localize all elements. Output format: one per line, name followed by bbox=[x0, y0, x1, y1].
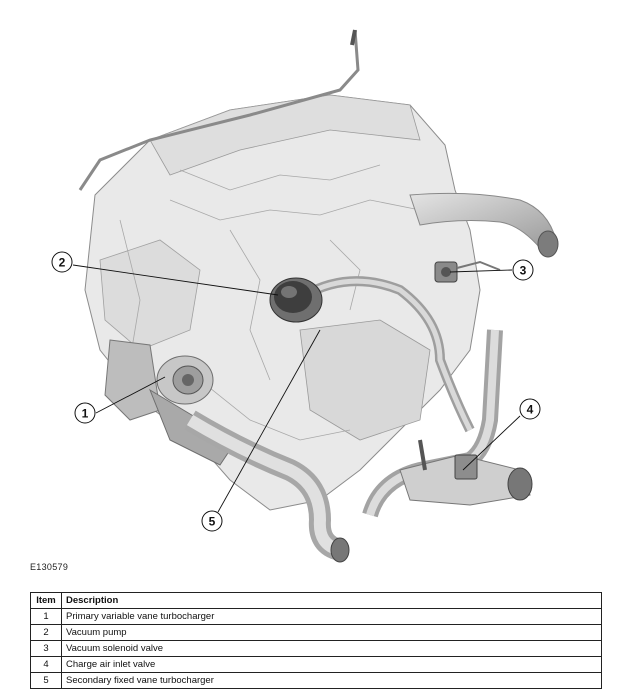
callout-1 bbox=[75, 403, 95, 423]
legend-item-number: 3 bbox=[31, 641, 62, 657]
legend-item-description: Charge air inlet valve bbox=[62, 657, 602, 673]
table-row bbox=[31, 609, 602, 625]
legend-header-item: Item bbox=[31, 593, 62, 609]
legend-item-description: Primary variable vane turbocharger bbox=[62, 609, 602, 625]
callout-4 bbox=[520, 399, 540, 419]
table-row bbox=[31, 625, 602, 641]
callout-2 bbox=[52, 252, 72, 272]
charge-air-inlet-valve bbox=[400, 440, 532, 505]
legend-item-number: 5 bbox=[31, 673, 62, 689]
legend-item-number: 2 bbox=[31, 625, 62, 641]
table-row bbox=[31, 641, 602, 657]
vacuum-pump bbox=[270, 278, 322, 322]
legend-header-description: Description bbox=[62, 593, 602, 609]
svg-text:3: 3 bbox=[519, 263, 527, 278]
callout-3 bbox=[513, 260, 533, 280]
legend-item-number: 4 bbox=[31, 657, 62, 673]
svg-text:1: 1 bbox=[81, 406, 89, 421]
svg-text:5: 5 bbox=[208, 514, 216, 529]
figure-id: E130579 bbox=[30, 562, 69, 572]
legend-item-description: Vacuum pump bbox=[62, 625, 602, 641]
legend-item-description: Secondary fixed vane turbocharger bbox=[62, 673, 602, 689]
table-row bbox=[31, 673, 602, 689]
legend-header-row bbox=[31, 593, 602, 609]
legend-table bbox=[30, 592, 602, 689]
table-row bbox=[31, 657, 602, 673]
legend-item-description: Vacuum solenoid valve bbox=[62, 641, 602, 657]
intake-duct-opening bbox=[538, 231, 558, 257]
svg-text:4: 4 bbox=[526, 402, 534, 417]
legend-item-number: 1 bbox=[31, 609, 62, 625]
callout-5 bbox=[202, 511, 222, 531]
svg-text:2: 2 bbox=[58, 255, 66, 270]
